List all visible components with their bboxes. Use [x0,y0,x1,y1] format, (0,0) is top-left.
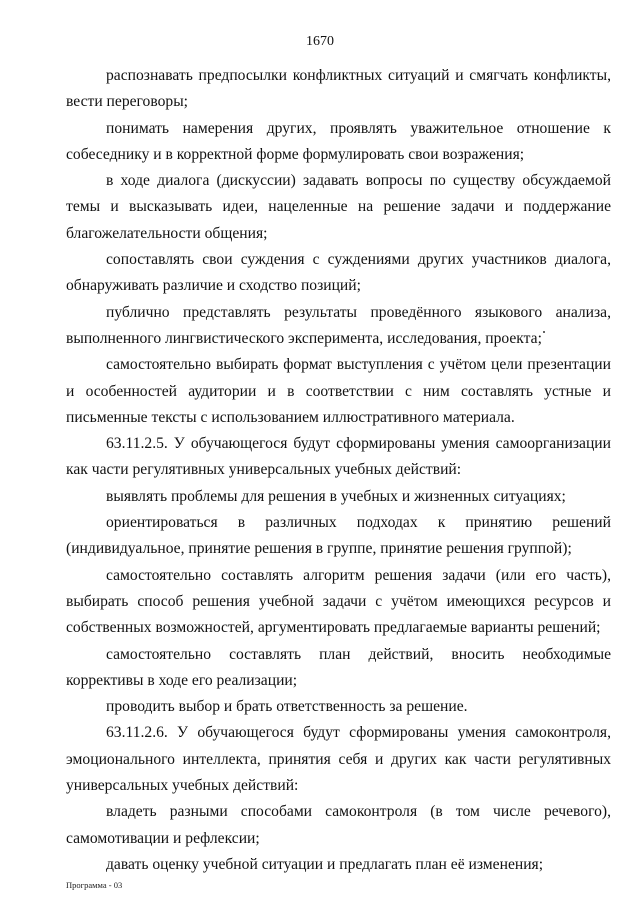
section-heading-paragraph: 63.11.2.5. У обучающегося будут сформированы умения самоорганизации как части регулятивных универсальных учебных действий: [66,435,611,479]
paragraph: в ходе диалога (дискуссии) задавать вопросы по существу обсуждаемой темы и высказывать идеи, нацеленные на решение задачи и поддержание благожелательности общения; [66,172,611,242]
paragraph: самостоятельно составлять алгоритм решения задачи (или его часть), выбирать способ решения учебной задачи с учётом имеющихся ресурсов и собственных возможностей, аргументировать предлагаемые варианты решений; [66,566,611,637]
paragraph: сопоставлять свои суждения с суждениями других участников диалога, обнаруживать различие и сходство позиций; [66,251,611,295]
paragraph: владеть разными способами самоконтроля (в том числе речевого), самомотивации и рефлексии; [66,803,611,847]
document-body [66,63,611,878]
page-number: 1670 [306,34,334,49]
scan-speck [543,331,545,333]
section-heading-paragraph: 63.11.2.6. У обучающегося будут сформированы умения самоконтроля, эмоционального интеллекта, принятия себя и других как части регулятивных универсальных учебных действий: [66,724,611,795]
paragraph: понимать намерения других, проявлять уважительное отношение к собеседнику и в корректной форме формулировать свои возражения; [66,119,611,163]
paragraph: проводить выбор и брать ответственность за решение. [106,698,468,716]
paragraph: давать оценку учебной ситуации и предлагать план её изменения; [106,855,544,873]
paragraph: выявлять проблемы для решения в учебных и жизненных ситуациях; [106,487,566,505]
paragraph: публично представлять результаты проведённого языкового анализа, выполненного лингвистического эксперимента, исследования, проекта; [66,303,611,347]
paragraph: самостоятельно составлять план действий, вносить необходимые коррективы в ходе его реализации; [66,645,611,689]
paragraph: распознавать предпосылки конфликтных ситуаций и смягчать конфликты, вести переговоры; [66,67,611,111]
page-footer: Программа - 03 [66,880,123,890]
paragraph: самостоятельно выбирать формат выступления с учётом цели презентации и особенностей аудитории и в соответствии с ним составлять устные и письменные тексты с использованием иллюстративного материала. [66,356,611,426]
paragraph: ориентироваться в различных подходах к принятию решений (индивидуальное, принятие решения в группе, принятие решения группой); [66,514,611,558]
